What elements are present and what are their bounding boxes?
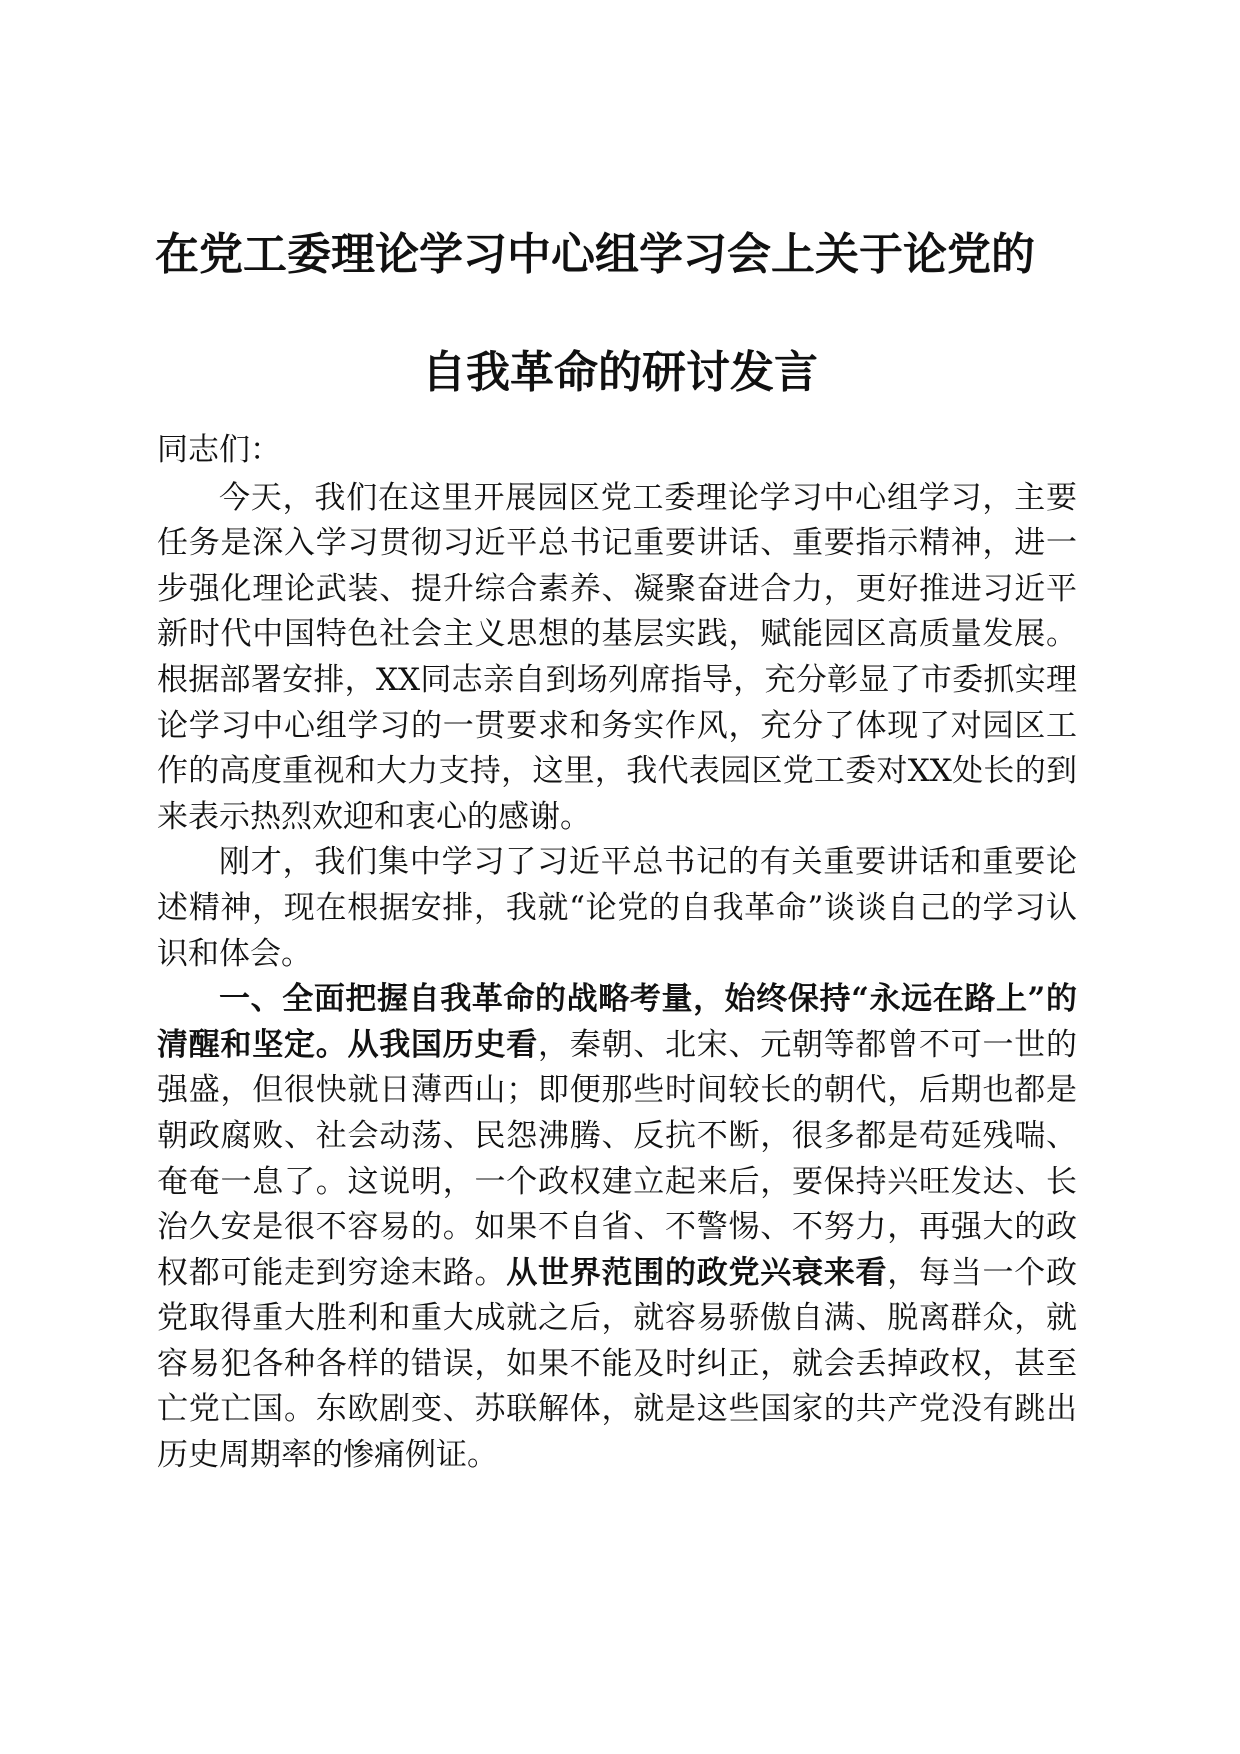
lead-phrase-world: 从世界范围的政党兴衰来看 (506, 1254, 888, 1291)
document-body (157, 428, 1077, 1479)
lead-phrase-history: 从我国历史看 (347, 1026, 538, 1063)
document-title-line-2: 自我革命的研讨发言 (422, 347, 818, 398)
section-text-history: ，秦朝、北宋、元朝等都曾不可一世的强盛，但很快就日薄西山；即便那些时间较长的朝代，后期也都是朝政腐败、社会动荡、民怨沸腾、反抗不断，很多都是苟延残喘、奄奄一息了。这说明，一个政权建立起来后，要保持兴旺发达、长治久安是很不容易的。如果不自省、不警惕、不努力，再强大的政权都可能走到穷途末路。 (157, 1026, 1077, 1291)
section-text-world: ，每当一个政党取得重大胜利和重大成就之后，就容易骄傲自满、脱离群众，就容易犯各种各样的错误，如果不能及时纠正，就会丢掉政权，甚至亡党亡国。东欧剧变、苏联解体，就是这些国家的共产党没有跳出历史周期率的惨痛例证。 (157, 1254, 1077, 1474)
document-title-line-1: 在党工委理论学习中心组学习会上关于论党的 (155, 229, 1035, 280)
paragraph-section-one (157, 977, 1077, 1479)
paragraph-transition: 刚才，我们集中学习了习近平总书记的有关重要讲话和重要论述精神，现在根据安排，我就“论党的自我革命”谈谈自己的学习认识和体会。 (157, 844, 1077, 972)
salutation: 同志们： (157, 432, 281, 468)
section-heading: 一、全面把握自我革命的战略考量，始终保持“永远在路上”的清醒和坚定。 (157, 981, 1077, 1063)
paragraph-opening: 今天，我们在这里开展园区党工委理论学习中心组学习，主要任务是深入学习贯彻习近平总书记重要讲话、重要指示精神，进一步强化理论武装、提升综合素养、凝聚奋进合力，更好推进习近平新时代中国特色社会主义思想的基层实践，赋能园区高质量发展。根据部署安排，XX同志亲自到场列席指导，充分彰显了市委抓实理论学习中心组学习的一贯要求和务实作风，充分了体现了对园区工作的高度重视和大力支持，这里，我代表园区党工委对XX处长的到来表示热烈欢迎和衷心的感谢。 (157, 479, 1077, 835)
